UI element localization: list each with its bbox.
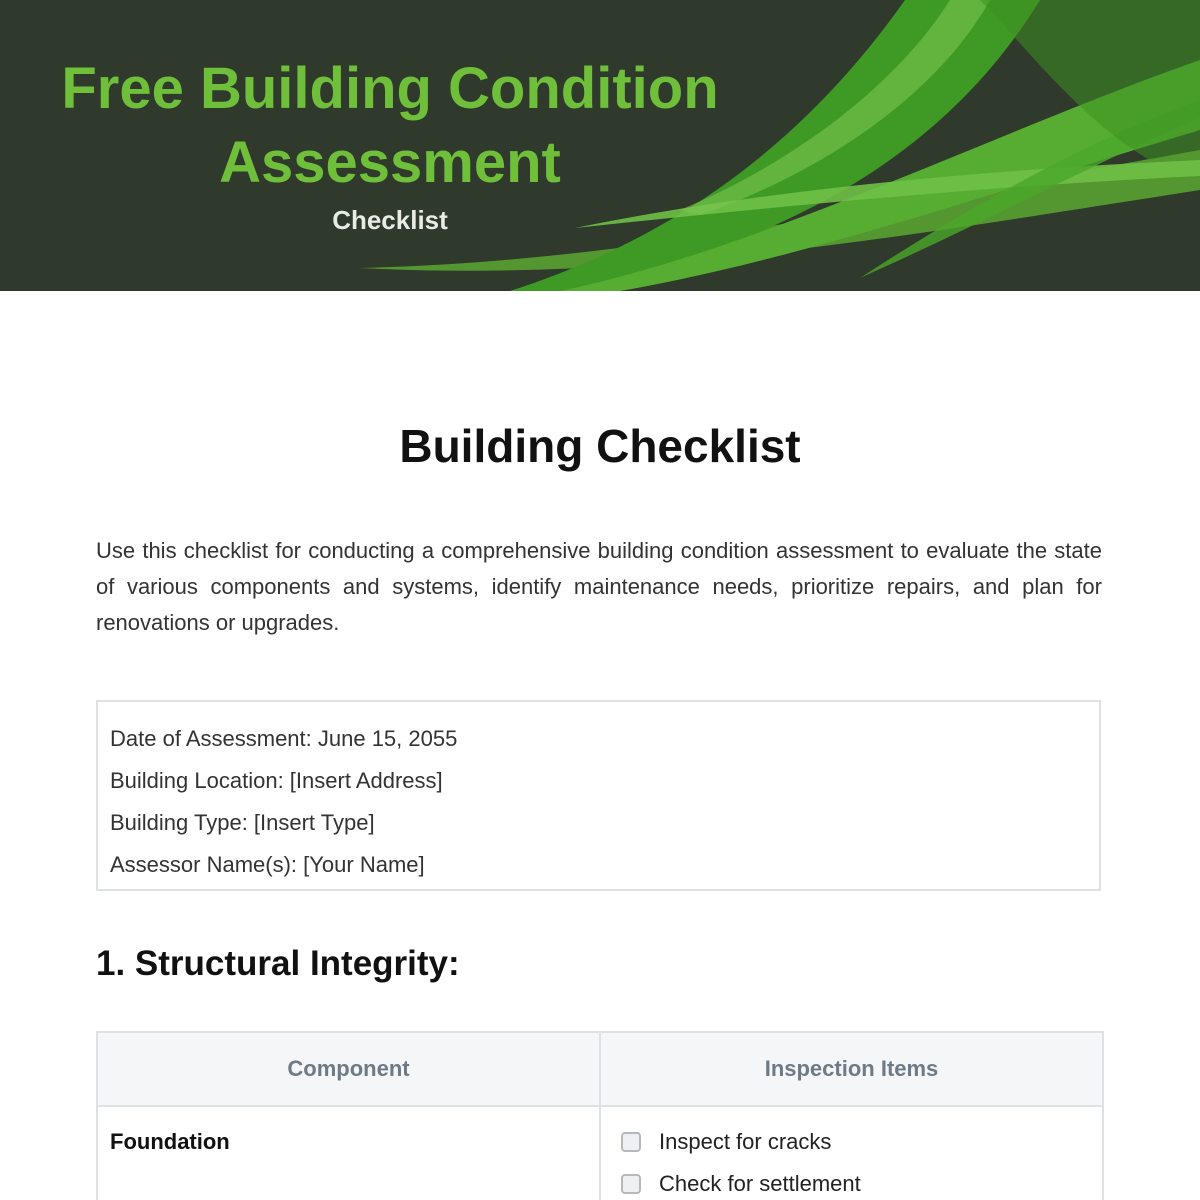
checkbox[interactable]	[621, 1132, 641, 1152]
banner-subtitle: Checklist	[332, 205, 448, 235]
header-banner	[0, 0, 1200, 291]
inspection-items-cell	[600, 1106, 1103, 1200]
checklist-item-label: Inspect for cracks	[659, 1129, 832, 1154]
component-name: Foundation	[110, 1129, 230, 1154]
checklist-item-label: Check for settlement	[659, 1171, 861, 1196]
inspection-items-list	[613, 1121, 1090, 1200]
building-type: Building Type: [Insert Type]	[110, 810, 375, 835]
table-row	[97, 1106, 1103, 1200]
column-header-component: Component	[97, 1032, 600, 1106]
building-location: Building Location: [Insert Address]	[110, 768, 443, 793]
document-title: Building Checklist	[399, 420, 801, 472]
column-header-inspection-items: Inspection Items	[600, 1032, 1103, 1106]
structural-integrity-table	[96, 1031, 1104, 1200]
assessor-name: Assessor Name(s): [Your Name]	[110, 852, 425, 877]
section-heading-structural-integrity: 1. Structural Integrity:	[96, 944, 460, 983]
banner-title	[40, 52, 740, 200]
table-header-row	[97, 1032, 1103, 1106]
assessment-info-box	[96, 700, 1101, 891]
checklist-item[interactable]	[621, 1163, 1090, 1200]
intro-paragraph: Use this checklist for conducting a comprehensive building condition assessment to evaluate the state of various components and systems, identify maintenance needs, prioritize repairs, and plan for renovations or upgrades.	[96, 538, 1102, 635]
banner-title-line-1: Free Building Condition	[61, 56, 719, 121]
checklist-item[interactable]	[621, 1121, 1090, 1163]
assessment-date: Date of Assessment: June 15, 2055	[110, 726, 458, 751]
banner-title-line-2: Assessment	[219, 130, 561, 195]
checkbox[interactable]	[621, 1174, 641, 1194]
component-cell	[97, 1106, 600, 1200]
